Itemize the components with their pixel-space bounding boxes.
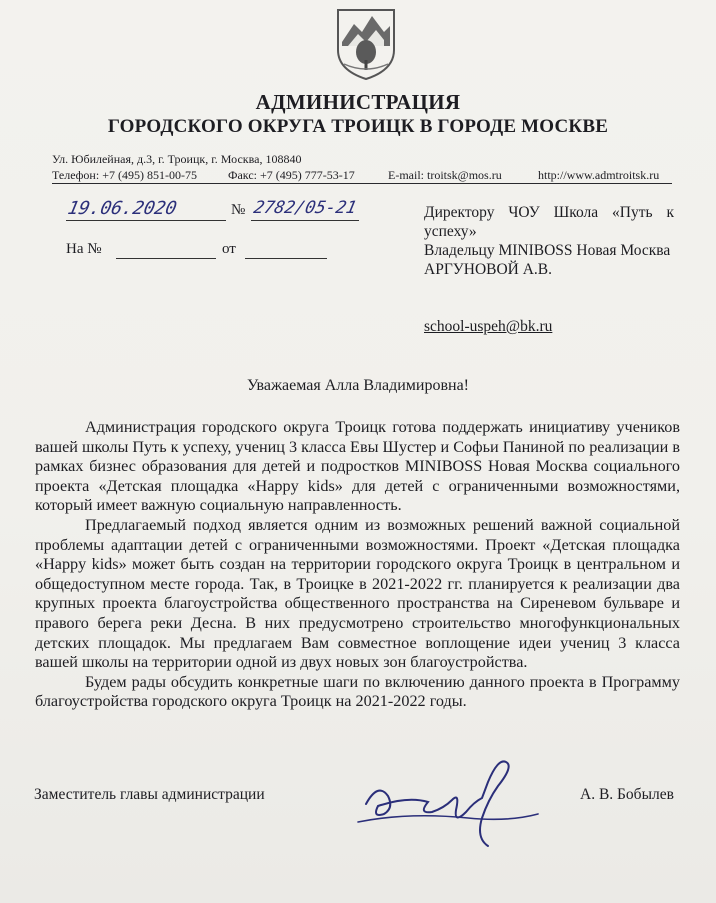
reference-date-blank [245, 240, 327, 259]
org-contacts [52, 168, 672, 184]
letter-number: 2782/05-21 [251, 198, 359, 218]
org-website: http://www.admtroitsk.ru [538, 168, 660, 182]
org-fax: Факс: +7 (495) 777-53-17 [228, 168, 355, 182]
greeting: Уважаемая Алла Владимировна! [246, 377, 470, 394]
recipient-email: school-uspeh@bk.ru [424, 318, 553, 335]
coat-of-arms-icon [334, 6, 398, 82]
org-address: Ул. Юбилейная, д.3, г. Троицк, г. Москва, 108840 [52, 152, 302, 166]
org-title-line1: АДМИНИСТРАЦИЯ [255, 90, 461, 114]
recipient-line: Директору ЧОУ Школа «Путь к успеху» [424, 204, 674, 240]
recipient-block [424, 203, 674, 279]
body-paragraph: Предлагаемый подход является одним из возможных решений важной социальной проблемы адаптации детей с ограниченными возможностями. Проект «Детская площадка «Happy kids» может быть создан на территории городского округа Троицк в центральном и общедоступном месте города. Так, в Троицке в 2021-2022 гг. планируется к реализации два крупных проекта благоустройства общественного пространства на Сиреневом бульваре и правого берега реки Десна. В них предусмотрено строительство многофункциональных детских площадок. Мы предлагаем Вам совместное воплощение идеи учениц 3 класса вашей школы на территории одной из двух новых зон благоустройства. [35, 515, 680, 672]
signatory-role: Заместитель главы администрации [34, 786, 265, 803]
reference-number-blank [116, 240, 216, 259]
number-label: № [231, 202, 246, 218]
org-phone: Телефон: +7 (495) 851-00-75 [52, 168, 197, 182]
recipient-name: АРГУНОВОЙ А.В. [424, 261, 553, 278]
handwritten-signature [348, 752, 548, 852]
letter-body [35, 418, 680, 712]
letter-date: 19.06.2020 [65, 198, 179, 219]
reference-label: На № [66, 241, 102, 257]
org-title-line2: ГОРОДСКОГО ОКРУГА ТРОИЦК В ГОРОДЕ МОСКВЕ [107, 116, 609, 137]
signatory-name: А. В. Бобылев [580, 786, 674, 803]
reference-from-label: от [222, 241, 236, 257]
org-email: E-mail: troitsk@mos.ru [388, 168, 502, 182]
body-paragraph: Администрация городского округа Троицк готова поддержать инициативу учеников вашей школы Путь к успеху, учениц 3 класса Евы Шустер и Софьи Паниной по реализации в рамках бизнес образования для детей и подростков MINIBOSS Новая Москва социального проекта «Детская площадка «Happy kids» для детей с ограниченными возможностями, который имеет важную социальную направленность. [35, 418, 680, 515]
body-paragraph: Будем рады обсудить конкретные шаги по включению данного проекта в Программу благоустройства городского округа Троицк на 2021-2022 годы. [35, 672, 680, 711]
recipient-line: Владельцу MINIBOSS Новая Москва [424, 242, 671, 259]
